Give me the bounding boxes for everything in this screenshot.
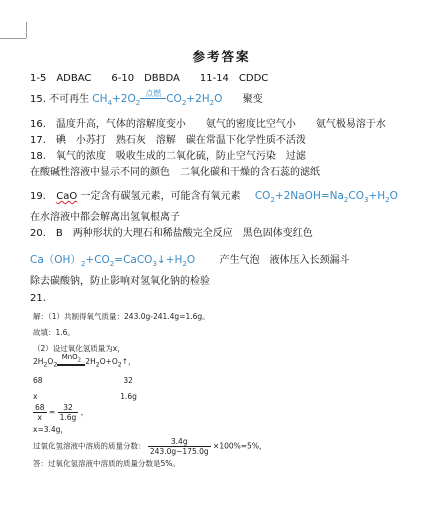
question-21: 21. <box>30 293 46 304</box>
question-15 <box>30 89 263 109</box>
question-19 <box>30 190 398 206</box>
fraction-32-over-1-6g: $\frac{32}{1.6g}$ <box>59 403 77 422</box>
question-17: 17. 碘 小苏打 熟石灰 溶解 碳在常温下化学性质不活泼 <box>30 135 306 146</box>
page-corner-mark-vertical <box>26 22 27 38</box>
fraction-68-over-x: $\frac{68}{x}$ <box>35 403 45 422</box>
q15-text: 不可再生 <box>49 94 90 105</box>
question-16: 16. 温度升高，气体的溶解度变小 氨气的密度比空气小 氨气极易溶于水 <box>30 119 386 130</box>
page-title: 参考答案 <box>192 49 251 64</box>
question-19-line-2: 在水溶液中都会解离出氢氧根离子 <box>30 212 180 223</box>
solution-x-result: x=3.4g， <box>33 425 68 434</box>
solution-line-3: （2）设过氧化氢质量为x， <box>33 344 125 353</box>
solution-proportion: $\frac{68}{x}$ = $\frac{32}{1.6g}$ ， <box>35 403 89 422</box>
solution-line-1: 解：（1）共制得氧气质量：243.0g-241.4g=1.6g。 <box>33 312 210 321</box>
solution-equation: $2H_2O_2$ MnO$_2$ $2H_2O+O_2↑$， <box>33 353 136 369</box>
solution-answer: 答：过氧化氢溶液中溶质的质量分数是5%。 <box>33 459 180 468</box>
solution-ratio-row-1 <box>33 376 133 386</box>
solution-mass-fraction: 过氧化氢溶液中溶质的质量分数： $\frac{3.4g}{243.0g-175.0g}$ ×100%=5%， <box>33 437 267 456</box>
oxygen-mass: 1.6g <box>120 392 137 401</box>
q19-equation: $CO_2+2NaOH=Na_2CO_3+H_2O$ <box>254 190 398 205</box>
solution-line-2: 故填：1.6。 <box>33 328 75 337</box>
q19-text: 一定含有碳氢元素，可能含有氧元素 <box>80 191 241 202</box>
unknown-x: x <box>33 392 38 401</box>
q15-tail: 聚变 <box>242 94 263 105</box>
q19-cao: CaO <box>56 191 78 202</box>
q15-equation: $CH_4+2O_2$ 点燃 $CO_2+2H_2O$ <box>92 89 223 108</box>
question-20-equation-line <box>30 254 350 270</box>
solution-reaction-arrow: MnO$_2$ <box>57 353 85 366</box>
page-corner-mark-horizontal <box>0 38 26 39</box>
q15-reaction-arrow: 点燃 <box>140 90 166 99</box>
mass-fraction-formula: $\frac{3.4g}{243.0g-175.0g}$ <box>149 437 209 456</box>
q19-number: 19. <box>30 191 46 202</box>
choice-answers: 1-5 ADBAC 6-10 DBBDA 11-14 CDDC <box>30 73 269 84</box>
question-20-line-3: 除去碳酸钠，防止影响对氢氧化钠的检验 <box>30 276 210 287</box>
mass-32: 32 <box>123 376 133 385</box>
q20-observation: 产生气泡 液体压入长颈漏斗 <box>219 255 350 266</box>
mass-68: 68 <box>33 376 43 385</box>
question-18-line-1: 18. 氧气的浓度 吸收生成的二氧化硫，防止空气污染 过滤 <box>30 151 306 162</box>
q15-number: 15. <box>30 94 46 105</box>
solution-ratio-row-2 <box>33 392 137 402</box>
question-18-line-2: 在酸碱性溶液中显示不同的颜色 二氧化碳和干燥的含石蕊的滤纸 <box>30 167 320 178</box>
question-20: 20. B 两种形状的大理石和稀盐酸完全反应 黑色固体变红色 <box>30 228 313 239</box>
q20-equation: $Ca(OH)_2+CO_2=CaCO_3↓+H_2O$ <box>30 254 196 269</box>
